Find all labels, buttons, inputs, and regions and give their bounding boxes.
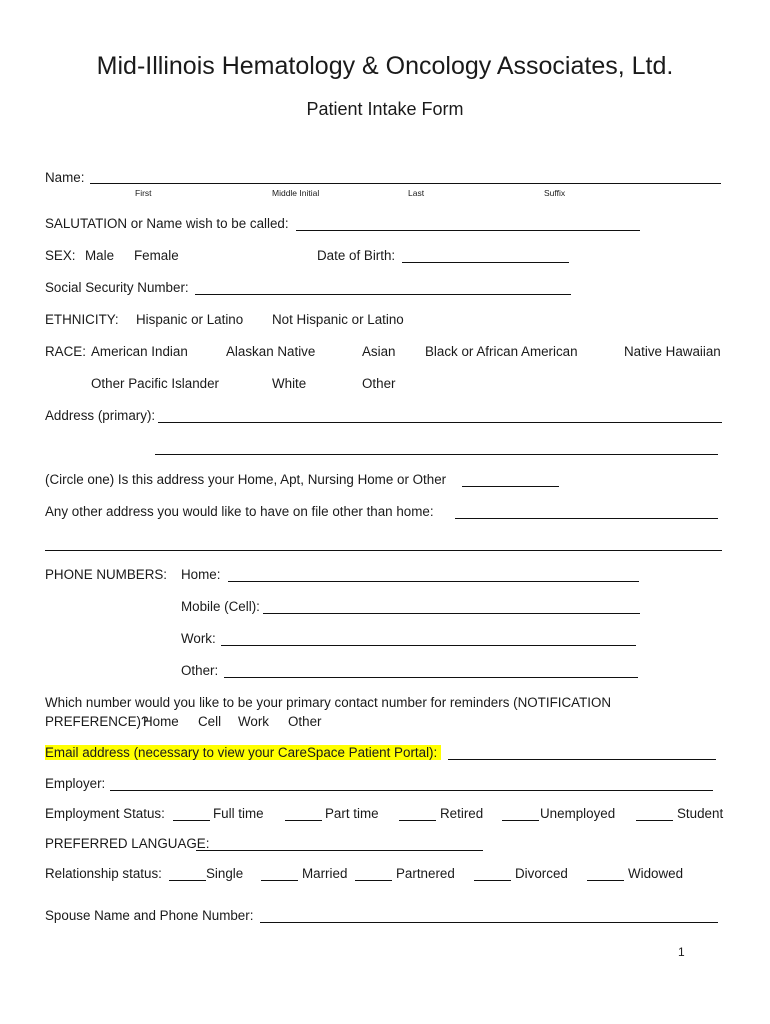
phone-work-label: Work: xyxy=(181,631,216,646)
spouse-label: Spouse Name and Phone Number: xyxy=(45,908,254,923)
ssn-label: Social Security Number: xyxy=(45,280,189,295)
employment-option: Student xyxy=(677,806,724,821)
email-field[interactable] xyxy=(448,759,716,760)
phone-other-label: Other: xyxy=(181,663,219,678)
notification-question-line1: Which number would you like to be your primary contact number for reminders (NOTIFICATION xyxy=(45,695,612,710)
race-option[interactable]: American Indian xyxy=(91,344,188,359)
dob-label: Date of Birth: xyxy=(317,248,396,263)
sex-female-option[interactable]: Female xyxy=(134,248,179,263)
name-label: Name: xyxy=(45,170,85,185)
relationship-option: Widowed xyxy=(628,866,684,881)
employment-blank[interactable] xyxy=(502,820,539,821)
relationship-option: Single xyxy=(206,866,244,881)
other-address-label: Any other address you would like to have on file other than home: xyxy=(45,504,434,519)
race-option[interactable]: Other xyxy=(362,376,396,391)
spouse-field[interactable] xyxy=(260,922,718,923)
form-subtitle: Patient Intake Form xyxy=(306,99,464,119)
relationship-blank[interactable] xyxy=(587,880,624,881)
employment-blank[interactable] xyxy=(399,820,436,821)
form-title: Mid-Illinois Hematology & Oncology Associates, Ltd. xyxy=(96,52,674,80)
employment-blank[interactable] xyxy=(285,820,322,821)
phone-other-field[interactable] xyxy=(224,677,638,678)
ethnicity-hispanic-option[interactable]: Hispanic or Latino xyxy=(136,312,244,327)
relationship-option: Divorced xyxy=(515,866,568,881)
ssn-field[interactable] xyxy=(195,294,571,295)
notification-option[interactable]: Other xyxy=(288,714,322,729)
ethnicity-not-hispanic-option[interactable]: Not Hispanic or Latino xyxy=(272,312,404,327)
employment-option: Unemployed xyxy=(540,806,616,821)
language-label: PREFERRED LANGUAGE: xyxy=(45,836,210,851)
sex-label: SEX: xyxy=(45,248,76,263)
notification-option[interactable]: Home xyxy=(143,714,179,729)
notification-option[interactable]: Work xyxy=(238,714,269,729)
relationship-blank[interactable] xyxy=(355,880,392,881)
notification-question-line2: PREFERENCE)? xyxy=(45,714,149,729)
address-type-field[interactable] xyxy=(462,486,559,487)
sex-male-option[interactable]: Male xyxy=(85,248,115,263)
relationship-option: Partnered xyxy=(396,866,455,881)
employer-label: Employer: xyxy=(45,776,106,791)
relationship-blank[interactable] xyxy=(474,880,511,881)
salutation-label: SALUTATION or Name wish to be called: xyxy=(45,216,289,231)
race-option[interactable]: White xyxy=(272,376,307,391)
race-option[interactable]: Native Hawaiian xyxy=(624,344,721,359)
employment-blank[interactable] xyxy=(636,820,673,821)
dob-field[interactable] xyxy=(402,262,569,263)
relationship-option: Married xyxy=(302,866,348,881)
language-field[interactable] xyxy=(196,850,483,851)
race-option[interactable]: Black or African American xyxy=(425,344,578,359)
name-sub-middle: Middle Initial xyxy=(272,188,320,198)
name-field[interactable] xyxy=(90,183,721,184)
phone-mobile-field[interactable] xyxy=(263,613,640,614)
relationship-status-label: Relationship status: xyxy=(45,866,162,881)
name-sub-last: Last xyxy=(408,188,425,198)
phone-mobile-label: Mobile (Cell): xyxy=(181,599,260,614)
page-number: 1 xyxy=(678,945,685,959)
employment-option: Full time xyxy=(213,806,264,821)
phone-home-label: Home: xyxy=(181,567,221,582)
relationship-blank[interactable] xyxy=(169,880,206,881)
race-option[interactable]: Alaskan Native xyxy=(226,344,316,359)
email-label: Email address (necessary to view your CareSpace Patient Portal): xyxy=(45,745,441,760)
name-sub-first: First xyxy=(135,188,152,198)
employment-blank[interactable] xyxy=(173,820,210,821)
name-sub-suffix: Suffix xyxy=(544,188,566,198)
phone-home-field[interactable] xyxy=(228,581,639,582)
relationship-blank[interactable] xyxy=(261,880,298,881)
other-address-field-line2[interactable] xyxy=(45,550,722,551)
race-label: RACE: xyxy=(45,344,86,359)
notification-option[interactable]: Cell xyxy=(198,714,222,729)
ethnicity-label: ETHNICITY: xyxy=(45,312,119,327)
phone-work-field[interactable] xyxy=(221,645,636,646)
race-option[interactable]: Asian xyxy=(362,344,396,359)
phone-numbers-label: PHONE NUMBERS: xyxy=(45,567,168,582)
address-field-line2[interactable] xyxy=(155,454,718,455)
race-option[interactable]: Other Pacific Islander xyxy=(91,376,220,391)
address-type-label: (Circle one) Is this address your Home, Apt, Nursing Home or Other xyxy=(45,472,447,487)
employment-option: Part time xyxy=(325,806,379,821)
salutation-field[interactable] xyxy=(296,230,640,231)
address-label: Address (primary): xyxy=(45,408,156,423)
other-address-field[interactable] xyxy=(455,518,718,519)
employment-status-label: Employment Status: xyxy=(45,806,165,821)
address-field-line1[interactable] xyxy=(158,422,722,423)
employer-field[interactable] xyxy=(110,790,713,791)
employment-option: Retired xyxy=(440,806,484,821)
